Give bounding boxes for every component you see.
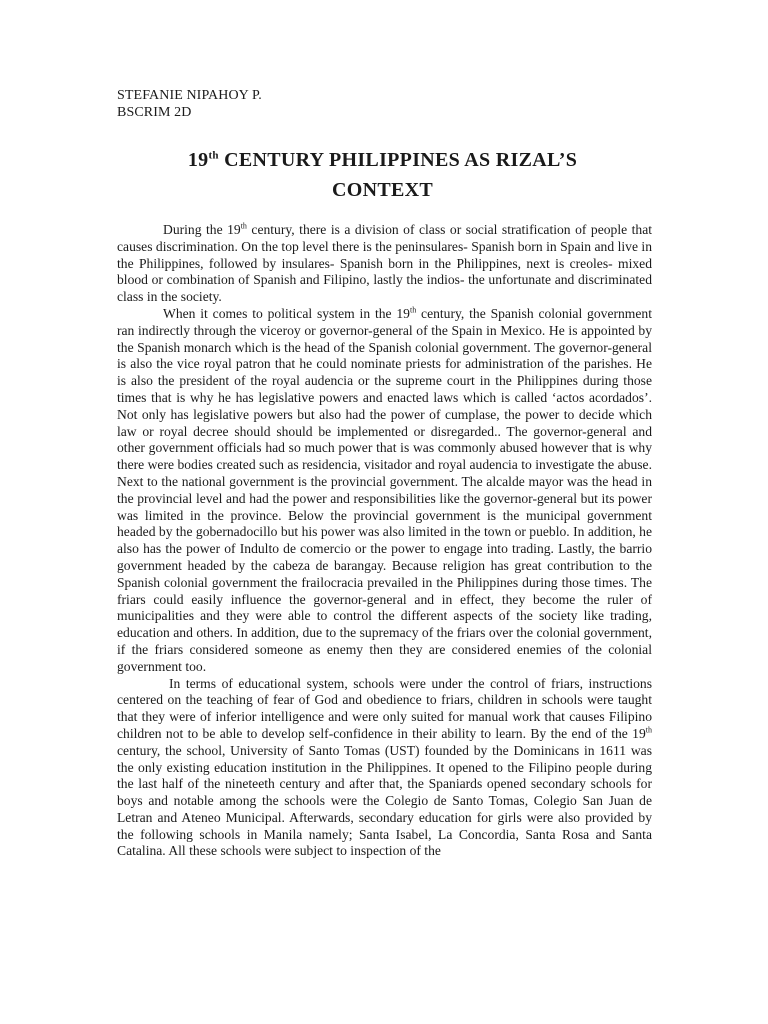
paragraph-text: century, there is a division of class or social stratification of people that causes discrimination. On the top level there is the peninsulares- Spanish born in Spain and live in the Philippines, followed by insulares- Spanish born in the Philippines, next is creoles- mixed blood or combination of Spanish and Filipino, lastly the indios- the unfortunate and discriminated class in the society. xyxy=(117,222,652,305)
ordinal-suffix: th xyxy=(240,221,247,231)
title-line-2: CONTEXT xyxy=(331,179,433,201)
body-text xyxy=(117,222,652,860)
paragraph-text: When it comes to political system in the 19 xyxy=(163,305,410,321)
paragraph-social-class xyxy=(117,222,652,306)
paragraph-text: century, the Spanish colonial government ran indirectly through the viceroy or governor-general of the Spain in Mexico. He is appointed by the Spanish monarch which is the head of the Spanish colonial government. The governor-general is also the vice royal patron that he could nominate priests for administration of the parishes. He is also the president of the royal audencia or the supreme court in the Philippines during those times that is why he has legislative powers and enacted laws which is called ‘actos acordados’. Not only has legislative powers but also had the power of cumplase, the power to decide which law or royal decree should should be implemented or disregarded.. The governor-general and other government officials had so much power that is was commonly abused however that is why there were bodies created such as residencia, visitador and royal audencia to investigate the abuse. Next to the national government is the provincial government. The alcalde mayor was the head in the provincial level and had the power and responsibilities like the governor-general but its power was limited in the province. Below the provincial government is the municipal government headed by the gobernadocillo but his power was also limited in the town or pueblo. In addition, he also has the power of Indulto de comercio or the power to engage into trading. Lastly, the barrio government headed by the cabeza de barangay. Because religion has great contribution to the Spanish colonial government the frailocracia prevailed in the Philippines during those times. The friars could easily influence the governor-general and in effect, they become the ruler of municipalities and they were able to control the different aspects of the society like trading, education and others. In addition, due to the supremacy of the friars over the colonial government, if the friars considered someone as enemy then they are considered enemies of the colonial government too. xyxy=(117,305,652,674)
paragraph-text: During the 19 xyxy=(163,222,241,237)
author-block xyxy=(117,87,262,121)
ordinal-suffix: th xyxy=(645,725,652,735)
paragraph-education xyxy=(117,676,652,861)
author-name: STEFANIE NIPAHOY P. xyxy=(117,88,262,103)
title-line-1 xyxy=(110,145,655,175)
document-title xyxy=(110,145,655,205)
paragraph-political-system xyxy=(117,306,652,676)
title-line-1-text: CENTURY PHILIPPINES AS RIZAL’S xyxy=(218,149,578,171)
title-ordinal-suffix: th xyxy=(208,149,219,162)
title-ordinal: 19 xyxy=(187,149,209,171)
paragraph-text: In terms of educational system, schools were under the control of friars, instructions centered on the teaching of fear of God and obedience to friars, children in schools were taught that they were of inferior intelligence and were only suited for manual work that causes Filipino children not to be able to develop self-confidence in their ability to learn. By the end of the 19 xyxy=(117,675,652,741)
ordinal-suffix: th xyxy=(409,305,417,315)
paragraph-text: century, the school, University of Santo Tomas (UST) founded by the Dominicans in 1611 was the only existing education institution in the Philippines. It opened to the Filipino people during the last half of the nineteeth century and after that, the Spaniards opened secondary schools for boys and notable among the schools were the Colegio de Santo Tomas, Colegio San Juan de Letran and Ateneo Municipal. Afterwards, secondary education for girls were also provided by the following schools in Manila namely; Santa Isabel, La Concordia, Santa Rosa and Santa Catalina. All these schools were subject to inspection of the xyxy=(117,742,652,859)
course-section: BSCRIM 2D xyxy=(117,105,192,120)
